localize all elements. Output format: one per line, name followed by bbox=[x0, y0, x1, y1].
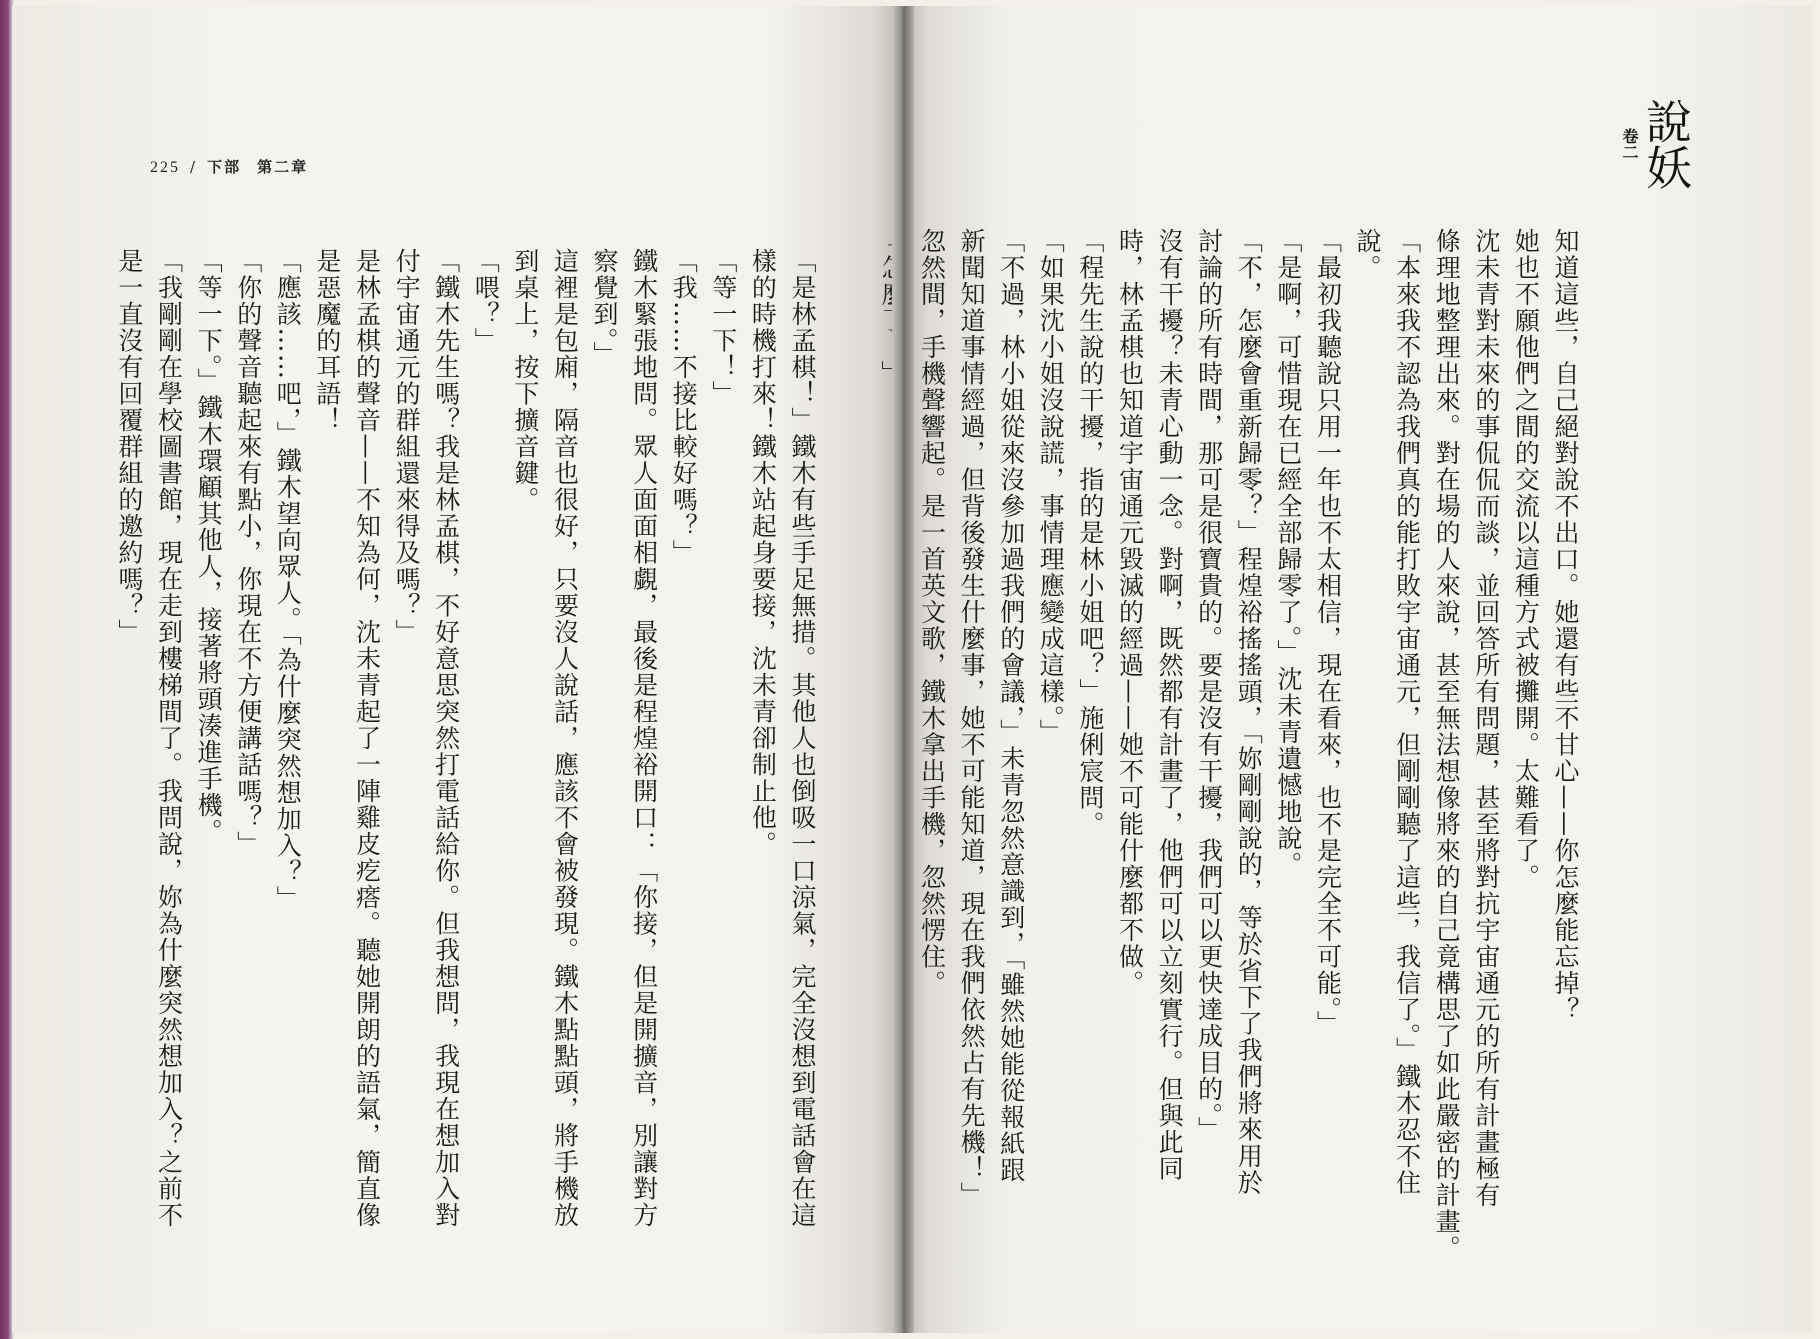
header-chapter: 第二章 bbox=[257, 158, 309, 176]
text-line: 「如果沈小姐沒說謊，事情理應變成這樣。」 bbox=[1036, 228, 1066, 746]
text-line: 「是林孟棋！」鐵木有些手足無措。其他人也倒吸一口涼氣，完全沒想到電話會在這 bbox=[788, 248, 817, 1229]
text-line: 是林孟棋的聲音——不知為何，沈未青起了一陣雞皮疙瘩。聽她開朗的語氣，簡直像 bbox=[352, 248, 382, 1229]
text-line: 「你的聲音聽起來有點小，你現在不方便講話嗎？」 bbox=[233, 248, 263, 858]
text-line: 沒有干擾？未青心動一念。對啊，既然都有計畫了，他們可以立刻實行。但與此同 bbox=[1155, 228, 1185, 1182]
header-section: 下部 bbox=[207, 158, 242, 176]
text-line: 討論的所有時間，那可是很寶貴的。要是沒有干擾，我們可以更快達成目的。」 bbox=[1194, 228, 1224, 1143]
text-line: 「我……不接比較好嗎？」 bbox=[669, 248, 699, 566]
text-line: 是一直沒有回覆群組的邀約嗎？」 bbox=[114, 248, 144, 646]
text-line: 「應該……吧，」鐵木望向眾人。「為什麼突然想加入？」 bbox=[273, 248, 303, 912]
text-line: 「程先生說的干擾，指的是林小姐吧？」施俐宸問。 bbox=[1075, 228, 1105, 838]
logo-subtitle: 卷二 bbox=[1620, 128, 1639, 160]
text-line: 「等一下！」 bbox=[708, 248, 738, 407]
text-line: 「不過，林小姐從來沒參加過我們的會議，」未青忽然意識到，「雖然她能從報紙跟 bbox=[996, 228, 1026, 1184]
right-page-text bbox=[872, 228, 1585, 1262]
text-line: 這裡是包廂，隔音也很好，只要沒人說話，應該不會被發現。鐵木點點頭，將手機放 bbox=[550, 248, 580, 1229]
text-line: 「本來我不認為我們真的能打敗宇宙通元，但剛剛聽了這些，我信了。」鐵木忍不住 bbox=[1392, 228, 1422, 1196]
logo-title: 說妖 bbox=[1639, 98, 1693, 190]
text-line: 「等一下。」鐵木環顧其他人，接著將頭湊進手機。 bbox=[194, 248, 224, 845]
text-line: 時，林孟棋也知道宇宙通元毀滅的經過——她不可能什麼都不做。 bbox=[1115, 228, 1145, 997]
text-line: 新聞知道事情經過，但背後發生什麼事，她不可能知道，現在我們依然占有先機！」 bbox=[957, 228, 987, 1209]
text-line: 「鐵木先生嗎？我是林孟棋，不好意思突然打電話給你。但我想問，我現在想加入對 bbox=[431, 248, 461, 1229]
text-line: 鐵木緊張地問。眾人面面相覷，最後是程煌裕開口：「你接，但是開擴音，別讓對方 bbox=[629, 248, 659, 1229]
page-number: 225 bbox=[150, 159, 180, 176]
text-line: 樣的時機打來！鐵木站起身要接，沈未青卻制止他。 bbox=[748, 248, 778, 858]
text-line: 知道這些，自己絕對說不出口。她還有些不甘心——你怎麼能忘掉？ bbox=[1551, 228, 1580, 1023]
text-line: 到桌上，按下擴音鍵。 bbox=[510, 248, 540, 513]
text-line: 「喂？」 bbox=[471, 248, 501, 354]
running-header bbox=[150, 156, 308, 177]
left-page-text bbox=[109, 248, 822, 1298]
header-separator: / bbox=[190, 158, 198, 176]
text-line: 「是啊，可惜現在已經全部歸零了。」沈未青遺憾地說。 bbox=[1273, 228, 1303, 878]
text-line: 條理地整理出來。對在場的人來說，甚至無法想像將來的自己竟構思了如此嚴密的計畫。 bbox=[1432, 228, 1462, 1262]
book-gutter bbox=[892, 6, 914, 1333]
text-line: 付宇宙通元的群組還來得及嗎？」 bbox=[392, 248, 422, 646]
left-page bbox=[12, 6, 902, 1333]
text-line: 「不，怎麼會重新歸零？」程煌裕搖搖頭，「妳剛剛說的，等於省下了我們將來用於 bbox=[1234, 228, 1264, 1196]
text-line: 察覺到。」 bbox=[590, 248, 620, 368]
text-line: 是惡魔的耳語！ bbox=[312, 248, 342, 434]
book-logo bbox=[1612, 92, 1722, 232]
text-line: 說。 bbox=[1353, 228, 1383, 281]
text-line: 沈未青對未來的事侃侃而談，並回答所有問題，甚至將對抗宇宙通元的所有計畫極有 bbox=[1471, 228, 1501, 1209]
text-line: 忽然間，手機聲響起。是一首英文歌，鐵木拿出手機，忽然愣住。 bbox=[917, 228, 947, 997]
text-line: 她也不願他們之間的交流以這種方式被攤開。太難看了。 bbox=[1511, 228, 1541, 891]
text-line: 「最初我聽說只用一年也不太相信，現在看來，也不是完全不可能。」 bbox=[1313, 228, 1343, 1037]
text-line: 「我剛剛在學校圖書館，現在走到樓梯間了。我問說，妳為什麼突然想加入？之前不 bbox=[154, 248, 184, 1229]
